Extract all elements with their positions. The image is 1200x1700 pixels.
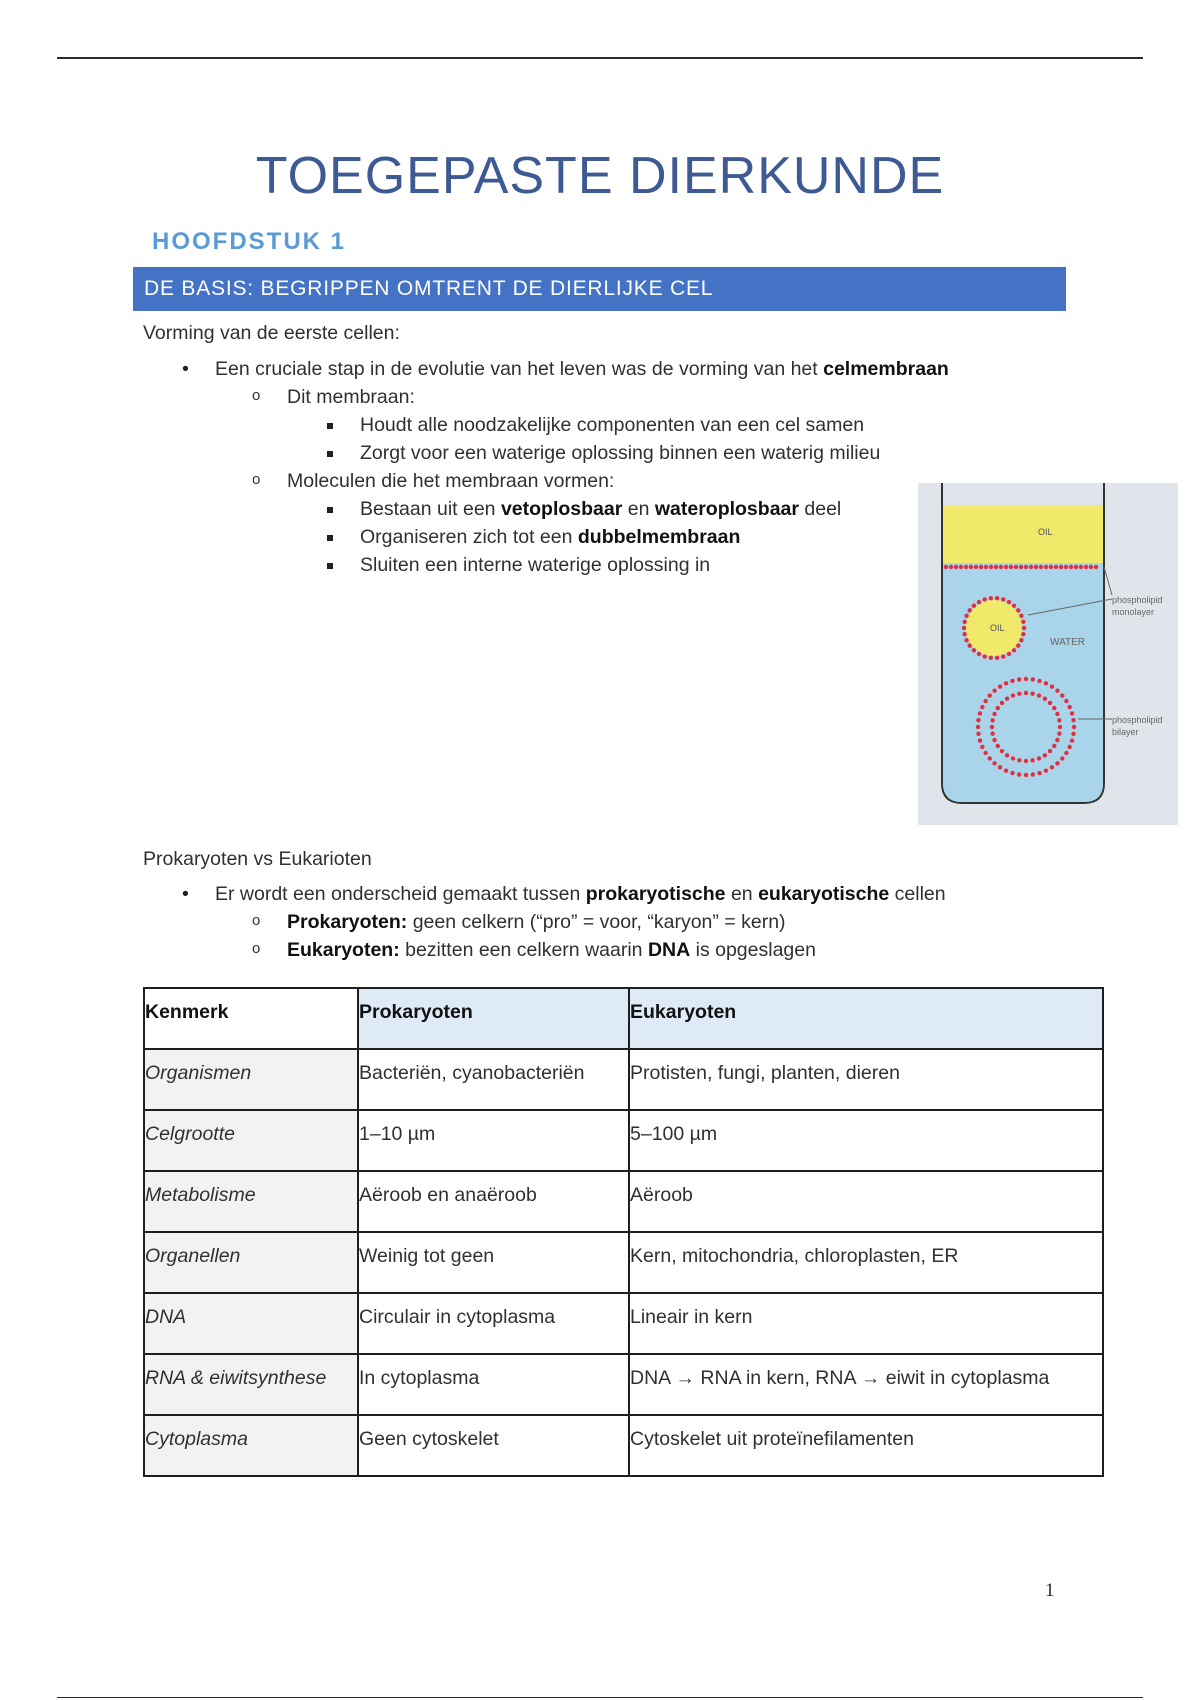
table-cell: Geen cytoskelet — [358, 1415, 629, 1476]
phospholipid-head — [1017, 758, 1021, 762]
phospholipid-head — [1055, 761, 1059, 765]
phospholipid-head — [944, 565, 948, 569]
phospholipid-head — [972, 648, 976, 652]
table-cell: RNA & eiwitsynthese — [144, 1354, 358, 1415]
table-cell: Celgrootte — [144, 1110, 358, 1171]
table-cell: Aëroob — [629, 1171, 1103, 1232]
chapter-heading: HOOFDSTUK 1 — [152, 228, 347, 255]
phospholipid-head — [996, 744, 1000, 748]
table-cell: Organellen — [144, 1232, 358, 1293]
phospholipid-head — [992, 712, 996, 716]
phospholipid-head — [1058, 725, 1062, 729]
table-cell: Aëroob en anaëroob — [358, 1171, 629, 1232]
table-cell: Bacteriën, cyanobacteriën — [358, 1049, 629, 1110]
phospholipid-head — [983, 654, 987, 658]
phospholipid-head — [1070, 738, 1074, 742]
phospholipid-head — [995, 596, 999, 600]
table-header-row — [144, 988, 1103, 1049]
phospholipid-head — [1079, 565, 1083, 569]
table-row — [144, 1049, 1103, 1110]
phospholipid-head — [976, 718, 980, 722]
phospholipid-head — [978, 738, 982, 742]
phospholipid-head — [976, 725, 980, 729]
phospholipid-head — [1030, 691, 1034, 695]
phospholipid-head — [983, 597, 987, 601]
document-title: TOEGEPASTE DIERKUNDE — [255, 147, 945, 205]
phospholipid-head — [999, 565, 1003, 569]
phospholipid-head — [1009, 565, 1013, 569]
table-header: Eukaryoten — [629, 988, 1103, 1049]
phospholipid-head — [1037, 756, 1041, 760]
phospholipid-head — [988, 756, 992, 760]
phospholipid-head — [962, 620, 966, 624]
phospholipid-head — [977, 600, 981, 604]
phospholipid-head — [954, 565, 958, 569]
table-header: Prokaryoten — [358, 988, 629, 1049]
phospholipid-head — [1012, 604, 1016, 608]
water-label: WATER — [1050, 637, 1085, 648]
table-cell: In cytoplasma — [358, 1354, 629, 1415]
phospholipid-head — [1060, 756, 1064, 760]
phospholipid-head — [1055, 738, 1059, 742]
membrane-item: Zorgt voor een waterige oplossing binnen een waterig milieu — [360, 442, 881, 464]
phospholipid-head — [1021, 620, 1025, 624]
phospholipid-head — [978, 711, 982, 715]
phospholipid-head — [1039, 565, 1043, 569]
phospholipid-head — [1064, 699, 1068, 703]
phospholipid-head — [1055, 712, 1059, 716]
phospholipid-figure — [918, 483, 1178, 825]
phospholipid-head — [995, 656, 999, 660]
phospholipid-head — [1064, 751, 1068, 755]
phospholipid-head — [1057, 718, 1061, 722]
phospholipid-head — [1044, 565, 1048, 569]
molecule-item: Organiseren zich tot een dubbelmembraan — [360, 526, 741, 548]
phospholipid-head — [990, 725, 994, 729]
phospholipid-head — [972, 604, 976, 608]
phospholipid-head — [1043, 753, 1047, 757]
phospholipid-head — [1052, 706, 1056, 710]
phospholipid-head — [964, 638, 968, 642]
phospholipid-head — [1052, 744, 1056, 748]
bilayer-label-line: phospholipid — [1112, 715, 1163, 725]
prok-intro: Prokaryoten vs Eukarioten — [143, 848, 372, 870]
phospholipid-head — [1017, 677, 1021, 681]
membrane-item: Houdt alle noodzakelijke componenten van een cel samen — [360, 414, 865, 436]
monolayer-label-line: monolayer — [1112, 607, 1155, 617]
phospholipid-head — [1089, 565, 1093, 569]
phospholipid-head — [1019, 614, 1023, 618]
phospholipid-head — [1019, 638, 1023, 642]
table-cell: Circulair in cytoplasma — [358, 1293, 629, 1354]
phospholipid-head — [1019, 565, 1023, 569]
phospholipid-head — [1000, 701, 1004, 705]
phospholipid-head — [1011, 756, 1015, 760]
phospholipid-head — [998, 684, 1002, 688]
table-cell: DNA → RNA in kern, RNA → eiwit in cytoplasma — [629, 1354, 1103, 1415]
phospholipid-head — [1037, 693, 1041, 697]
table-cell: Kern, mitochondria, chloroplasten, ER — [629, 1232, 1103, 1293]
phospholipid-head — [1004, 565, 1008, 569]
molecule-item: Bestaan uit een vetoplosbaar en wateroplosbaar deel — [360, 498, 842, 520]
phospholipid-head — [1037, 679, 1041, 683]
phospholipid-head — [980, 745, 984, 749]
phospholipid-head — [1059, 565, 1063, 569]
phospholipid-head — [1054, 565, 1058, 569]
phospholipid-head — [964, 614, 968, 618]
table-cell: DNA — [144, 1293, 358, 1354]
phospholipid-head — [990, 718, 994, 722]
table-row — [144, 1171, 1103, 1232]
phospholipid-head — [959, 565, 963, 569]
phospholipid-head — [1004, 681, 1008, 685]
phospholipid-head — [1014, 565, 1018, 569]
phospholipid-head — [990, 731, 994, 735]
table-cell: Metabolisme — [144, 1171, 358, 1232]
table-row — [144, 1293, 1103, 1354]
phospholipid-head — [1050, 684, 1054, 688]
phospholipid-head — [977, 652, 981, 656]
phospholipid-head — [1007, 652, 1011, 656]
phospholipid-head — [1037, 771, 1041, 775]
table-cell: 1–10 µm — [358, 1110, 629, 1171]
phospholipid-head — [994, 565, 998, 569]
bilayer-label-line: bilayer — [1112, 727, 1139, 737]
table-row — [144, 1110, 1103, 1171]
monolayer-pointer — [1104, 567, 1112, 595]
phospholipid-head — [1044, 768, 1048, 772]
phospholipid-head — [1024, 759, 1028, 763]
phospholipid-head — [974, 565, 978, 569]
phospholipid-head — [1001, 597, 1005, 601]
monolayer-label-line: phospholipid — [1112, 595, 1163, 605]
table-cell: Weinig tot geen — [358, 1232, 629, 1293]
phospholipid-monolayer — [944, 565, 1098, 569]
phospholipid-head — [983, 751, 987, 755]
phospholipid-head — [1031, 772, 1035, 776]
phospholipid-head — [962, 626, 966, 630]
phospholipid-head — [1000, 749, 1004, 753]
prokaryoten-definition: o Prokaryoten: geen celkern (“pro” = voor, “karyon” = kern) — [287, 911, 786, 934]
table-cell: Lineair in kern — [629, 1293, 1103, 1354]
phospholipid-head — [1005, 753, 1009, 757]
section-heading: DE BASIS: BEGRIPPEN OMTRENT DE DIERLIJKE CEL — [133, 267, 1066, 311]
table-header: Kenmerk — [144, 988, 358, 1049]
phospholipid-head — [988, 693, 992, 697]
phospholipid-head — [1071, 732, 1075, 736]
phospholipid-head — [1064, 565, 1068, 569]
phospholipid-head — [1024, 677, 1028, 681]
bullet-celmembraan: • Een cruciale stap in de evolutie van het leven was de vorming van het celmembraan — [215, 358, 949, 381]
phospholipid-head — [1070, 711, 1074, 715]
phospholipid-head — [1004, 768, 1008, 772]
table-cell: 5–100 µm — [629, 1110, 1103, 1171]
phospholipid-head — [1011, 693, 1015, 697]
table-cell: Organismen — [144, 1049, 358, 1110]
phospholipid-head — [1010, 771, 1014, 775]
phospholipid-head — [1024, 565, 1028, 569]
comparison-table — [143, 987, 1104, 1477]
phospholipid-head — [1055, 689, 1059, 693]
table-cell: Protisten, fungi, planten, dieren — [629, 1049, 1103, 1110]
phospholipid-head — [1071, 718, 1075, 722]
table-row — [144, 1232, 1103, 1293]
phospholipid-head — [962, 632, 966, 636]
oil-label: OIL — [1038, 527, 1053, 537]
phospholipid-head — [1001, 654, 1005, 658]
membrane-label: o Dit membraan: — [287, 386, 415, 409]
cells-intro: Vorming van de eerste cellen: — [143, 322, 400, 344]
phospholipid-head — [1024, 691, 1028, 695]
eukaryoten-definition: o Eukaryoten: bezitten een celkern waarin DNA is opgeslagen — [287, 939, 816, 962]
phospholipid-head — [1069, 565, 1073, 569]
phospholipid-head — [969, 565, 973, 569]
oil-layer — [943, 505, 1103, 563]
phospholipid-head — [1074, 565, 1078, 569]
phospholipid-head — [980, 705, 984, 709]
phospholipid-head — [992, 761, 996, 765]
phospholipid-head — [992, 738, 996, 742]
phospholipid-head — [1067, 705, 1071, 709]
phospholipid-head — [976, 732, 980, 736]
phospholipid-head — [1034, 565, 1038, 569]
phospholipid-head — [1050, 765, 1054, 769]
phospholipid-head — [1044, 681, 1048, 685]
phospholipid-head — [1022, 626, 1026, 630]
phospholipid-head — [1049, 565, 1053, 569]
phospholipid-head — [1012, 648, 1016, 652]
droplet-label: OIL — [990, 623, 1005, 633]
table-row — [144, 1415, 1103, 1476]
phospholipid-head — [1084, 565, 1088, 569]
phospholipid-head — [1007, 600, 1011, 604]
phospholipid-head — [1030, 758, 1034, 762]
monolayer-label — [1112, 595, 1165, 617]
phospholipid-head — [989, 565, 993, 569]
phospholipid-head — [1024, 773, 1028, 777]
phospholipid-head — [992, 689, 996, 693]
phospholipid-head — [1021, 632, 1025, 636]
phospholipid-head — [979, 565, 983, 569]
phospholipid-head — [1005, 697, 1009, 701]
phospholipid-head — [949, 565, 953, 569]
phospholipid-head — [1017, 691, 1021, 695]
bilayer-label — [1112, 715, 1165, 737]
table-row — [144, 1354, 1103, 1415]
phospholipid-head — [998, 765, 1002, 769]
phospholipid-head — [964, 565, 968, 569]
phospholipid-head — [1060, 693, 1064, 697]
phospholipid-head — [1048, 701, 1052, 705]
phospholipid-head — [1017, 772, 1021, 776]
phospholipid-head — [1043, 697, 1047, 701]
water-layer — [943, 563, 1103, 802]
footer-rule — [57, 1697, 1143, 1698]
phospholipid-head — [1010, 679, 1014, 683]
phospholipid-head — [1072, 725, 1076, 729]
phospholipid-head — [1067, 745, 1071, 749]
phospholipid-head — [996, 706, 1000, 710]
phospholipid-head — [984, 565, 988, 569]
phospholipid-head — [1048, 749, 1052, 753]
page-number: 1 — [1045, 1580, 1055, 1601]
phospholipid-head — [1016, 608, 1020, 612]
phospholipid-head — [989, 656, 993, 660]
bullet-onderscheid: • Er wordt een onderscheid gemaakt tussen prokaryotische en eukaryotische cellen — [215, 883, 946, 906]
phospholipid-head — [1029, 565, 1033, 569]
table-cell: Cytoskelet uit proteïnefilamenten — [629, 1415, 1103, 1476]
header-rule — [57, 57, 1143, 59]
phospholipid-head — [1016, 643, 1020, 647]
molecules-label: o Moleculen die het membraan vormen: — [287, 470, 614, 493]
phospholipid-head — [989, 596, 993, 600]
phospholipid-head — [968, 608, 972, 612]
phospholipid-head — [1057, 731, 1061, 735]
phospholipid-head — [968, 643, 972, 647]
molecule-item: Sluiten een interne waterige oplossing in — [360, 554, 711, 576]
phospholipid-head — [1094, 565, 1098, 569]
table-cell: Cytoplasma — [144, 1415, 358, 1476]
phospholipid-head — [1031, 677, 1035, 681]
phospholipid-head — [983, 699, 987, 703]
